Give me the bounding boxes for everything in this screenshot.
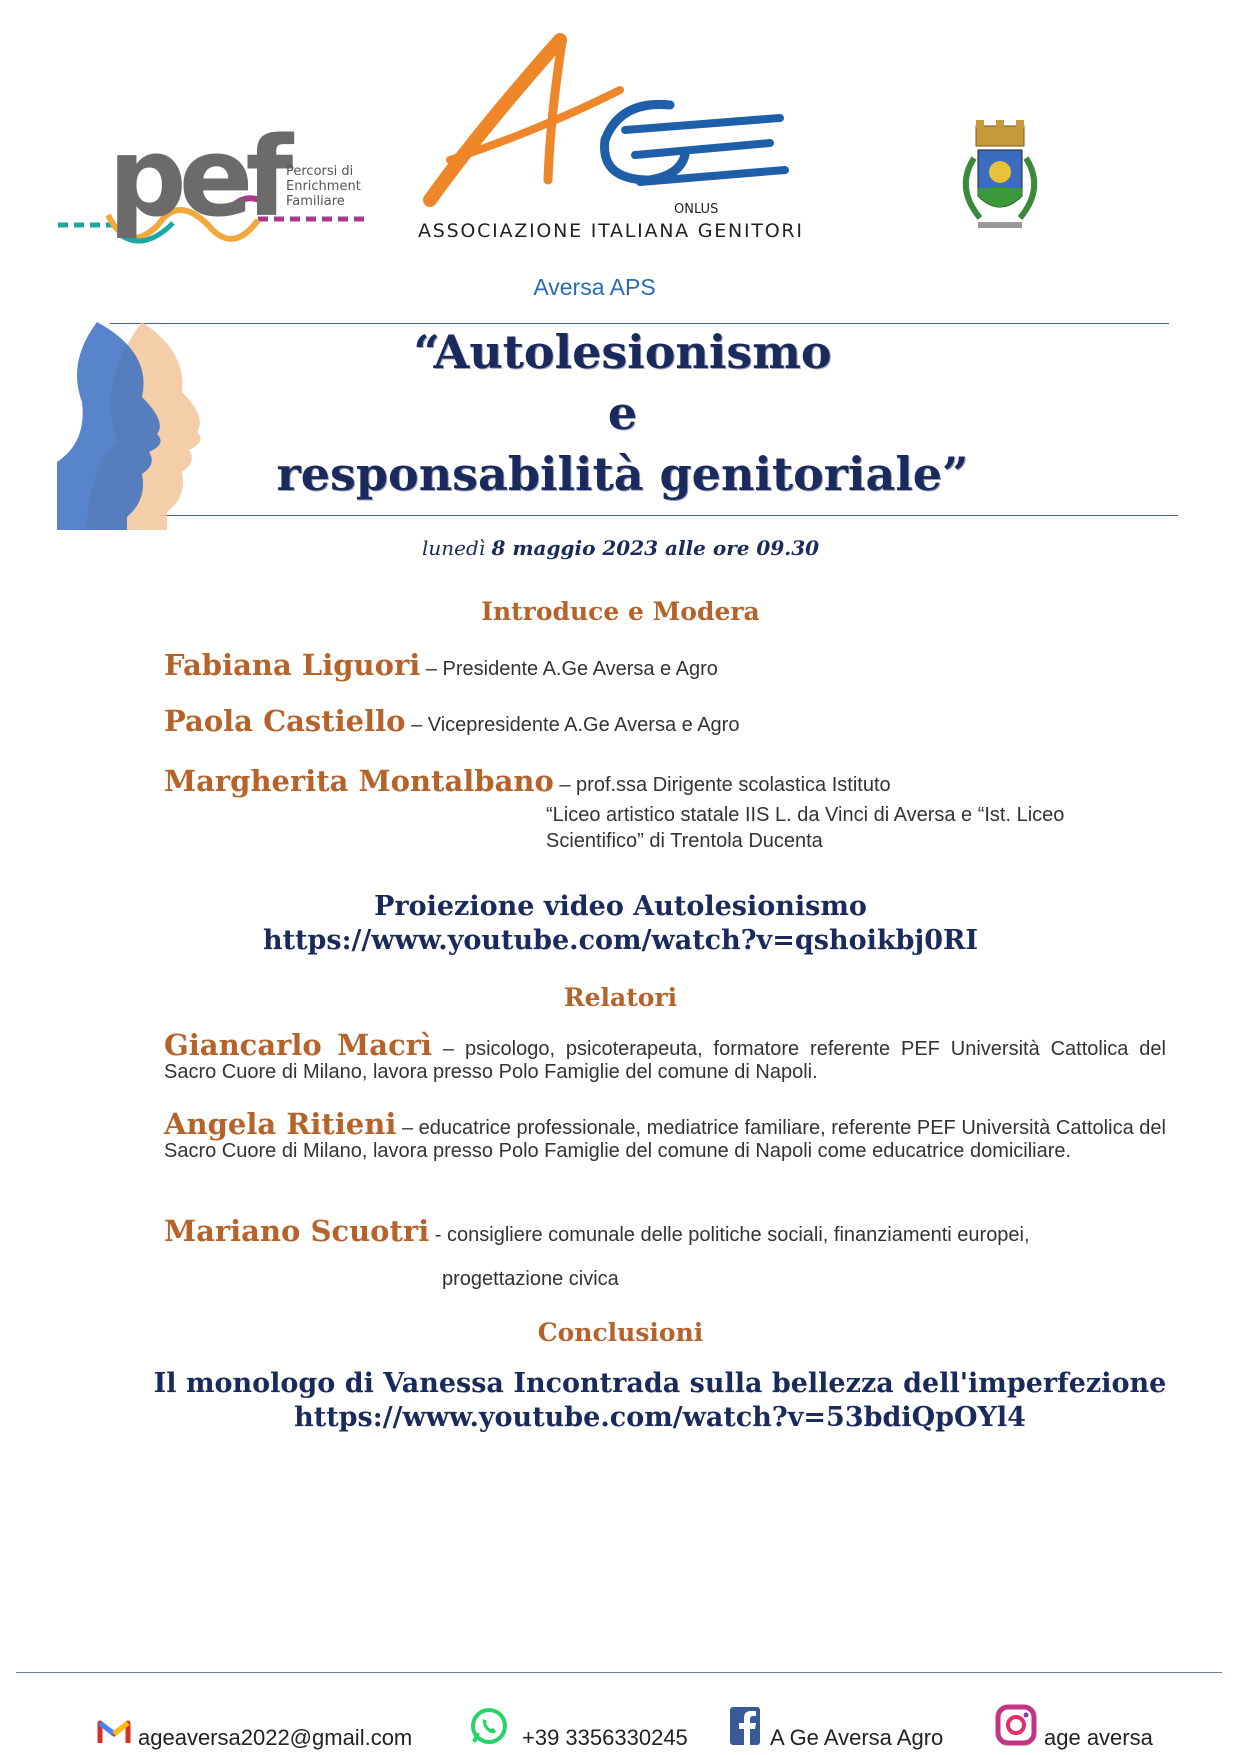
speaker-2 xyxy=(164,1107,1166,1163)
footer-email[interactable] xyxy=(98,1705,412,1751)
municipal-crest-icon xyxy=(950,118,1050,246)
speaker-3-name: Mariano Scuotri xyxy=(164,1214,430,1248)
pef-tagline-2: Enrichment xyxy=(286,179,361,194)
event-title xyxy=(230,322,1015,505)
age-logo xyxy=(420,30,800,245)
speaker-1-text: – psicologo, psicoterapeuta, formatore referente PEF Università Cattolica del Sacro Cuore di Milano, lavora presso Polo Famiglie del comune di Napoli. xyxy=(164,1038,1166,1083)
event-weekday: lunedì xyxy=(421,536,486,560)
video2-title: Il monologo di Vanessa Incontrada sulla bellezza dell'imperfezione xyxy=(153,1368,1167,1399)
speaker-2-name: Angela Ritieni xyxy=(164,1107,397,1141)
moderator-3 xyxy=(164,764,891,798)
title-rule-bottom xyxy=(160,515,1178,516)
pef-logo xyxy=(58,115,378,255)
pef-tagline-3: Familiare xyxy=(286,194,345,209)
title-line-3: responsabilità genitoriale” xyxy=(276,447,969,501)
chapter-name: Aversa APS xyxy=(533,274,656,300)
moderator-2 xyxy=(164,704,739,738)
footer-instagram[interactable] xyxy=(996,1705,1153,1751)
face-profile-illustration xyxy=(57,322,237,530)
video2-link[interactable]: https://www.youtube.com/watch?v=53bdiQpOYl4 xyxy=(294,1402,1026,1433)
speaker-1 xyxy=(164,1028,1166,1084)
event-datetime: 8 maggio 2023 alle ore 09.30 xyxy=(491,536,820,560)
pef-tagline-1: Percorsi di xyxy=(286,164,354,179)
video1-link[interactable]: https://www.youtube.com/watch?v=qshoikbj0RI xyxy=(262,925,979,956)
footer-phone[interactable] xyxy=(470,1705,688,1751)
speaker-1-name: Giancarlo Macrì xyxy=(164,1028,433,1062)
title-line-1: “Autolesionismo xyxy=(413,325,832,379)
age-onlus: ONLUS xyxy=(674,202,719,217)
facebook-icon xyxy=(730,1707,760,1751)
footer-rule xyxy=(16,1672,1222,1673)
speaker-3-text-line2: progettazione civica xyxy=(442,1268,619,1290)
moderator-3-role-line2: “Liceo artistico statale IIS L. da Vinci di Aversa e “Ist. Liceo xyxy=(546,804,1065,826)
title-line-2: e xyxy=(607,386,638,440)
event-date xyxy=(0,536,1241,560)
moderator-1-role: – Presidente A.Ge Aversa e Agro xyxy=(425,658,718,680)
moderator-1 xyxy=(164,648,718,682)
moderator-3-name: Margherita Montalbano xyxy=(164,764,554,798)
speaker-3 xyxy=(164,1214,1030,1248)
relatori-heading: Relatori xyxy=(563,983,678,1012)
age-name: ASSOCIAZIONE ITALIANA GENITORI xyxy=(418,220,802,242)
whatsapp-icon xyxy=(470,1707,508,1751)
speaker-2-text: – educatrice professionale, mediatrice familiare, referente PEF Università Cattolica del Sacro Cuore di Milano, lavora presso Polo Famiglie del comune di Napoli come educatrice domiciliare. xyxy=(164,1117,1166,1162)
speaker-3-text: - consigliere comunale delle politiche sociali, finanziamenti europei, xyxy=(429,1224,1030,1246)
video1-title: Proiezione video Autolesionismo xyxy=(374,891,867,922)
moderator-3-role-line3: Scientifico” di Trentola Ducenta xyxy=(546,830,823,852)
introduce-heading: Introduce e Modera xyxy=(481,597,760,626)
moderator-2-name: Paola Castiello xyxy=(164,704,406,738)
footer-facebook[interactable] xyxy=(730,1705,943,1751)
conclusioni-heading: Conclusioni xyxy=(537,1318,704,1347)
footer-phone-text: +39 3356330245 xyxy=(522,1725,688,1750)
moderator-2-role: – Vicepresidente A.Ge Aversa e Agro xyxy=(411,714,740,736)
footer-email-text: ageaversa2022@gmail.com xyxy=(138,1725,413,1750)
moderator-1-name: Fabiana Liguori xyxy=(164,648,421,682)
gmail-icon xyxy=(98,1719,130,1751)
pef-letters: pef xyxy=(108,113,286,241)
instagram-icon xyxy=(996,1705,1036,1751)
moderator-3-role: – prof.ssa Dirigente scolastica Istituto xyxy=(559,774,891,796)
footer-facebook-text: A Ge Aversa Agro xyxy=(770,1725,944,1750)
footer-instagram-text: age aversa xyxy=(1044,1725,1153,1750)
moderator-3-role-cont xyxy=(546,802,1064,854)
